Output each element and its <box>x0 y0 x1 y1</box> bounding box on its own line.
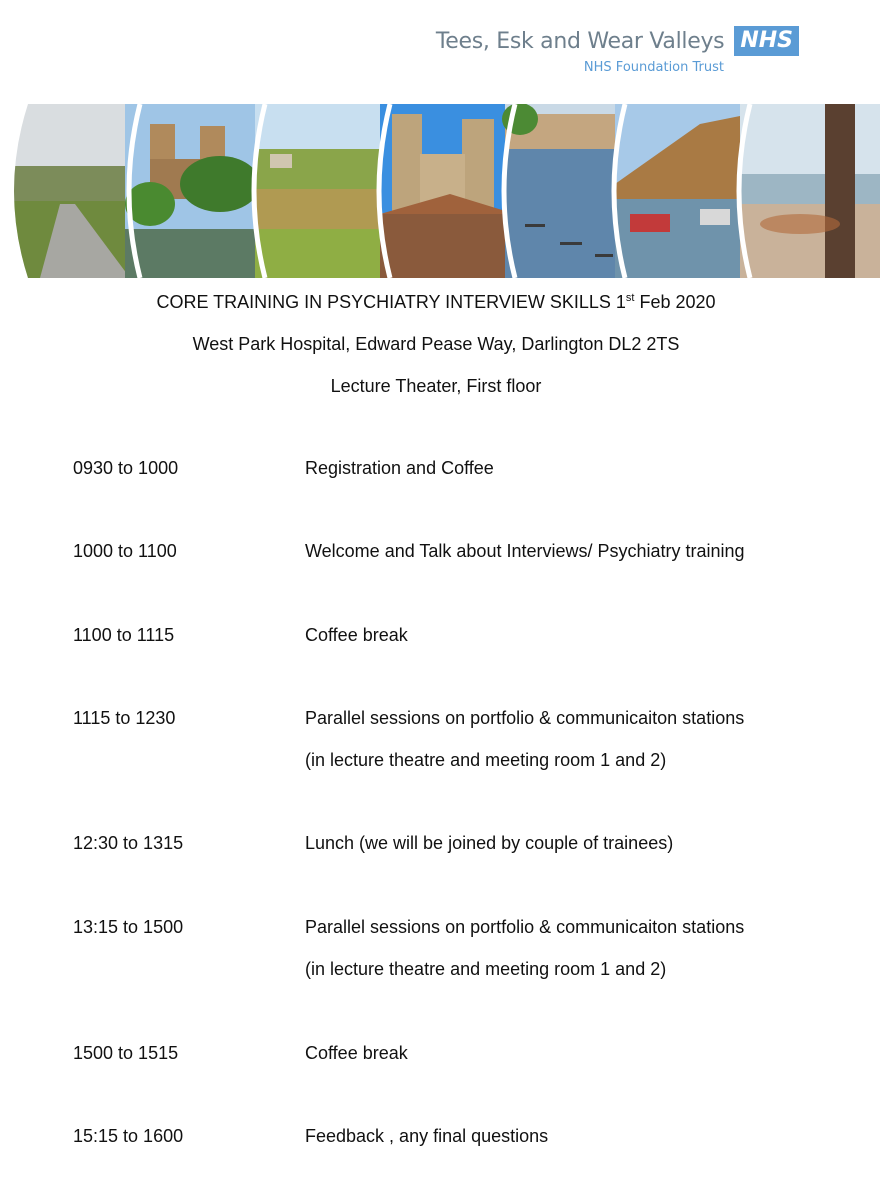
schedule-activity <box>305 833 865 854</box>
landscape-banner-image <box>0 104 889 278</box>
activity-text: Parallel sessions on portfolio & communicaiton stations <box>305 917 745 937</box>
activity-text: Coffee break <box>305 1043 408 1063</box>
course-title <box>0 292 872 313</box>
activity-text: Lunch (we will be joined by couple of trainees) <box>305 833 674 853</box>
activity-text: Registration and Coffee <box>305 458 494 478</box>
schedule-time: 1100 to 1115 <box>73 625 175 645</box>
course-title-text: CORE TRAINING IN PSYCHIATRY INTERVIEW SKILLS 1 <box>156 292 626 312</box>
activity-text: Welcome and Talk about Interviews/ Psychiatry training <box>305 541 745 561</box>
schedule-time: 1115 to 1230 <box>73 708 176 728</box>
schedule-activity <box>305 1043 865 1064</box>
schedule-activity <box>305 708 865 771</box>
schedule-time: 1500 to 1515 <box>73 1043 179 1063</box>
schedule-activity <box>305 541 865 562</box>
schedule-time: 0930 to 1000 <box>73 458 179 478</box>
activity-note: (in lecture theatre and meeting room 1 and 2) <box>305 959 667 979</box>
trust-name: Tees, Esk and Wear Valleys <box>435 28 725 54</box>
venue-room: Lecture Theater, First floor <box>330 376 542 396</box>
trust-subtitle: NHS Foundation Trust <box>583 60 724 75</box>
activity-text: Coffee break <box>305 625 408 645</box>
activity-text: Parallel sessions on portfolio & communicaiton stations <box>305 708 745 728</box>
venue-address: West Park Hospital, Edward Pease Way, Darlington DL2 2TS <box>192 334 680 354</box>
schedule-time: 15:15 to 1600 <box>73 1126 184 1146</box>
schedule-activity <box>305 1126 865 1147</box>
schedule-time: 12:30 to 1315 <box>73 833 184 853</box>
schedule-activity <box>305 917 865 980</box>
date-ordinal-suffix: st <box>625 292 635 304</box>
schedule-activity <box>305 625 865 646</box>
schedule-activity <box>305 458 865 479</box>
schedule-time: 1000 to 1100 <box>73 541 177 561</box>
nhs-badge: NHS <box>734 26 799 56</box>
course-date-text: Feb 2020 <box>634 292 716 312</box>
trust-logo <box>436 26 799 75</box>
activity-text: Feedback , any final questions <box>305 1126 549 1146</box>
schedule-time: 13:15 to 1500 <box>73 917 184 937</box>
activity-note: (in lecture theatre and meeting room 1 and 2) <box>305 750 667 770</box>
